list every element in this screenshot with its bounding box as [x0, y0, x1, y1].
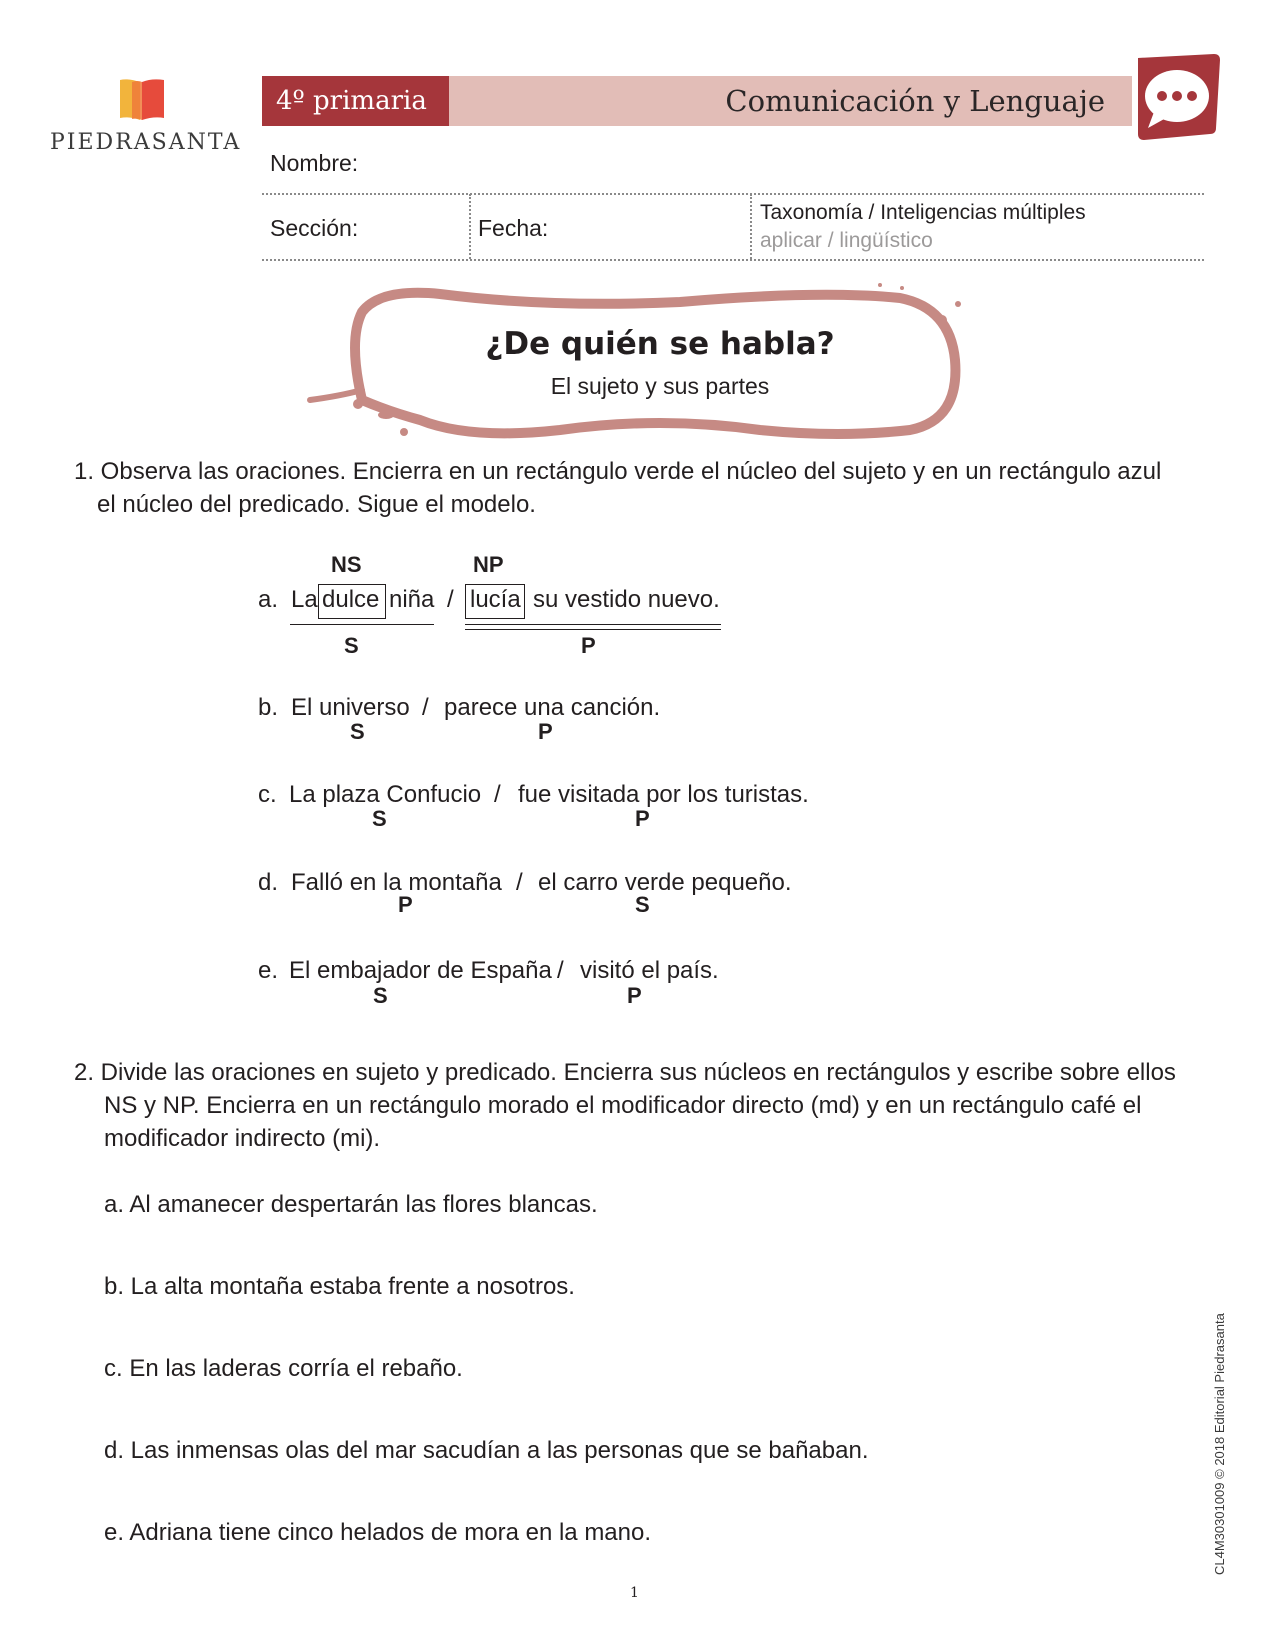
- item-label1: S: [350, 719, 365, 744]
- item-label2: P: [635, 806, 650, 831]
- exercise1-instruction-line1: 1. Observa las oraciones. Encierra en un rectángulo verde el núcleo del sujeto y en un rectángulo azul: [74, 458, 1162, 485]
- item-label1: S: [372, 806, 387, 831]
- page-subtitle: El sujeto y sus partes: [550, 373, 770, 399]
- page-number: 1: [630, 1585, 639, 1601]
- exercise2-item: b. La alta montaña estaba frente a nosotros.: [104, 1273, 575, 1300]
- exercise2-item: e. Adriana tiene cinco helados de mora en la mano.: [104, 1519, 652, 1546]
- item-label1: P: [398, 892, 413, 917]
- item-label1: S: [373, 983, 388, 1008]
- item-slash: /: [422, 694, 429, 721]
- name-divider: [262, 193, 1204, 195]
- ns-label: NS: [331, 552, 362, 577]
- brand-logo-text: PIEDRASANTA: [50, 130, 242, 155]
- model-predicate-nucleus: lucía: [470, 586, 521, 613]
- item-part1: La plaza Confucio: [289, 781, 482, 808]
- item-label2: P: [538, 719, 553, 744]
- item-label2: S: [635, 892, 650, 917]
- item-letter: b.: [258, 694, 279, 721]
- exercise2-instruction-line1: 2. Divide las oraciones en sujeto y predicado. Encierra sus núcleos en rectángulos y escribe sobre ellos: [74, 1059, 1176, 1086]
- item-part2: el carro verde pequeño.: [538, 869, 792, 896]
- grade-label: 4º primaria: [262, 76, 449, 126]
- predicate-underline-double: [465, 629, 721, 630]
- item-letter: c.: [258, 781, 277, 808]
- predicate-nucleus-box: [465, 584, 525, 619]
- item-part1: El embajador de España: [289, 957, 552, 984]
- np-label: NP: [473, 552, 504, 577]
- speech-splash-shape: [300, 280, 980, 455]
- item-slash: /: [557, 957, 564, 984]
- exercise2-item: d. Las inmensas olas del mar sacudían a las personas que se bañaban.: [104, 1437, 869, 1464]
- taxonomy-values: aplicar / lingüístico: [760, 229, 933, 252]
- model-slash: /: [447, 586, 454, 613]
- model-subject-nucleus: dulce: [322, 586, 380, 613]
- predicate-underline: [465, 624, 721, 625]
- model-word: La: [291, 586, 318, 613]
- copyright-notice: CL4M30301009 © 2018 Editorial Piedrasanta: [1212, 1313, 1227, 1575]
- name-label: Nombre:: [270, 150, 359, 176]
- subject-title: Comunicación y Lenguaje: [725, 84, 1105, 118]
- model-predicate-rest: su vestido nuevo.: [533, 586, 720, 613]
- item-slash: /: [516, 869, 523, 896]
- item-part1: Falló en la montaña: [291, 869, 502, 896]
- item-slash: /: [494, 781, 501, 808]
- exercise2-instruction-line3: modificador indirecto (mi).: [104, 1125, 381, 1152]
- taxonomy-label: Taxonomía / Inteligencias múltiples: [760, 201, 1086, 224]
- exercise1-instruction-line2: el núcleo del predicado. Sigue el modelo.: [97, 491, 536, 518]
- exercise2-item: c. En las laderas corría el rebaño.: [104, 1355, 463, 1382]
- model-word: niña: [389, 586, 435, 613]
- item-part2: fue visitada por los turistas.: [518, 781, 809, 808]
- book-logo-icon: [118, 78, 166, 122]
- item-part2: visitó el país.: [580, 957, 719, 984]
- item-part1: El universo: [291, 694, 410, 721]
- item-label2: P: [627, 983, 642, 1008]
- page-title: ¿De quién se habla?: [485, 326, 835, 362]
- predicate-label: P: [581, 633, 596, 658]
- item-letter: e.: [258, 957, 279, 984]
- date-label: Fecha:: [478, 215, 549, 241]
- item-letter: d.: [258, 869, 279, 896]
- subject-nucleus-box: [318, 584, 386, 619]
- date-divider: [750, 194, 752, 259]
- section-divider: [469, 194, 471, 259]
- subject-label: S: [344, 633, 359, 658]
- section-label: Sección:: [270, 215, 359, 241]
- exercise2-instruction-line2: NS y NP. Encierra en un rectángulo morado el modificador directo (md) y en un rectángulo café el: [104, 1092, 1142, 1119]
- subject-underline: [290, 624, 434, 625]
- exercise2-item: a. Al amanecer despertarán las flores blancas.: [104, 1191, 598, 1218]
- form-bottom-divider: [262, 259, 1204, 261]
- model-letter: a.: [258, 586, 279, 613]
- chat-bubble-icon: [1130, 54, 1220, 148]
- item-part2: parece una canción.: [444, 694, 661, 721]
